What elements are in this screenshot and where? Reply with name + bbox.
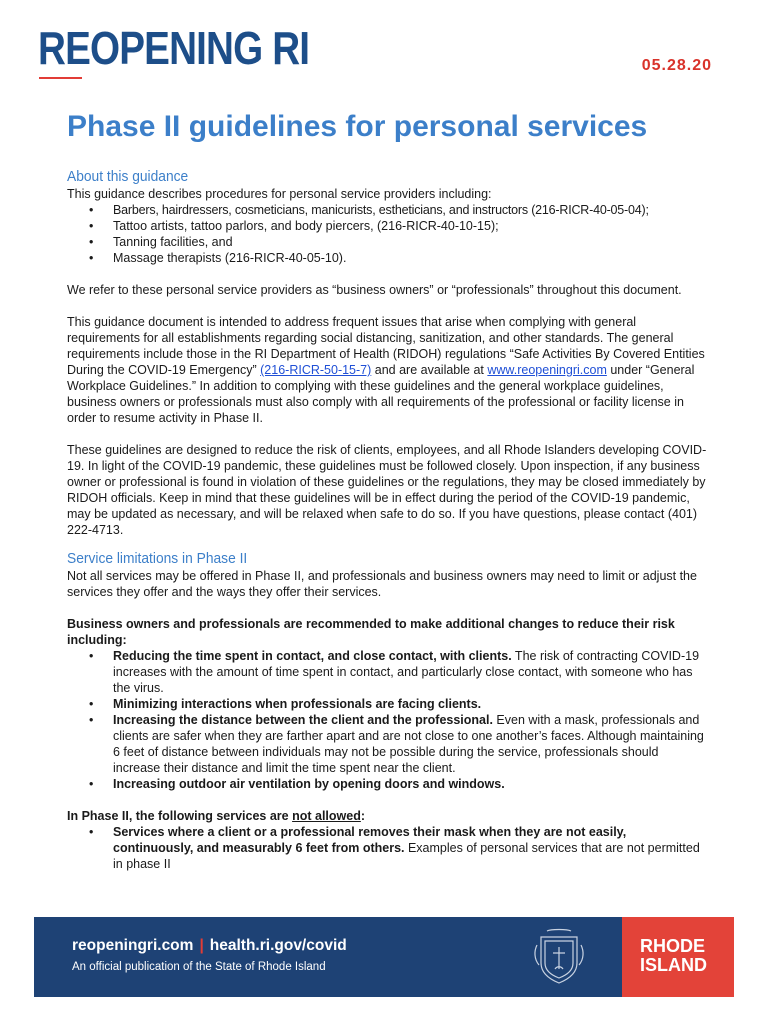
footer-banner [34,917,734,997]
logo-line-1: RHODE [640,936,706,956]
header [0,0,768,100]
not-allowed-pre: In Phase II, the following services are [67,809,293,823]
list-item [113,696,707,712]
about-paragraph-1: We refer to these personal service providers as “business owners” or “professionals” throughout this document. [67,283,682,297]
limits-intro: Not all services may be offered in Phase II, and professionals and business owners may need to limit or adjust the services they offer and the ways they offer their services. [67,569,697,599]
about-paragraph-3: These guidelines are designed to reduce the risk of clients, employees, and all Rhode Islanders developing COVID-19. In light of the COVID-19 pandemic, these guidelines must be followed closely. Upon inspection, if any business owner or professional is found in violation of these guidelines or the regulations, they may be closed immediately by RIDOH officials. Keep in mind that these guidelines will be in effect during the period of the COVID-19 pandemic, may be updated as necessary, and will be relaxed when safe to do so. If you have questions, please contact (401) 222-4713. [67,443,707,537]
regulation-link[interactable]: (216-RICR-50-15-7) [260,363,372,377]
about-intro: This guidance describes procedures for personal service providers including: [67,187,492,201]
paragraph-text: This guidance document is intended to address frequent issues that arise when complying with general requirements for all establishments regarding social distancing, sanitization, and other standards. The general requirements include those in the RI Department of Health (RIDOH) regulations “Safe Activities By Covered Entities During the COVID-19 Emergency” [67,315,705,377]
reopeningri-link[interactable]: www.reopeningri.com [487,363,607,377]
page-title: Phase II guidelines for personal services [67,110,648,143]
footer-separator: | [199,937,204,954]
logo-line-2: ISLAND [640,955,707,975]
brand-title: REOPENING RI [38,22,310,74]
list-item: • Massage therapists (216-RICR-40-05-10). [113,250,707,266]
list-item: • Tattoo artists, tattoo parlors, and body piercers, (216-RICR-40-10-15); [113,218,707,234]
item-bold: Increasing the distance between the client and the professional. [113,713,493,727]
item-text: Examples of personal services that are not permitted in phase II [113,841,700,871]
footer-links [72,937,347,955]
publication-date: 05.28.20 [641,57,712,74]
not-allowed-underlined: not allowed [292,809,361,823]
recommend-heading [67,616,707,648]
footer-link-health[interactable]: health.ri.gov/covid [209,937,347,954]
footer-link-reopeningri[interactable]: reopeningri.com [72,937,194,954]
list-item [113,824,707,872]
footer-tagline: An official publication of the State of Rhode Island [72,961,326,973]
about-heading: About this guidance [67,168,189,185]
item-bold: Services where a client or a professional removes their mask when they are not easily, continuously, and measurably 6 feet from others. [113,825,627,855]
item-bold: Minimizing interactions when professionals are facing clients. [113,697,482,711]
list-item [113,712,707,776]
paragraph-text: under “General Workplace Guidelines.” In addition to complying with these guidelines and the general workplace guidelines, business owners or professionals must also comply with all requirements of the professional or facility license in order to resume activity in Phase II. [67,363,695,425]
not-allowed-heading [67,808,707,824]
item-text: The risk of contracting COVID-19 increases with the amount of time spent in contact, and particularly close contact, with someone who has the virus. [113,649,700,695]
not-allowed-post: : [360,809,366,823]
paragraph-text: and are available at [371,363,488,377]
limits-heading: Service limitations in Phase II [67,550,248,567]
about-paragraph-2 [67,314,707,426]
item-text: Even with a mask, professionals and clients are safer when they are farther apart and are not close to one another’s faces. Although maintaining 6 feet of distance between individuals may not be possible during the service, professionals should increase their distance and limit the time spent near the client. [113,713,704,775]
list-item: • Barbers, hairdressers, cosmeticians, manicurists, estheticians, and instructors (216-RICR-40-05-04); [113,202,707,218]
list-item [113,648,707,696]
recommend-heading-text: Business owners and professionals are recommended to make additional changes to reduce their risk including: [67,617,675,647]
state-seal-icon [531,927,587,987]
provider-list [67,202,707,266]
rhode-island-logo [622,917,734,997]
item-bold: Increasing outdoor air ventilation by opening doors and windows. [113,777,505,791]
item-bold: Reducing the time spent in contact, and close contact, with clients. [113,649,512,663]
recommend-list [67,648,707,792]
list-item [113,776,707,792]
not-allowed-list [67,824,707,872]
document-body [67,168,707,872]
list-item: • Tanning facilities, and [113,234,707,250]
brand-underline [39,77,82,79]
